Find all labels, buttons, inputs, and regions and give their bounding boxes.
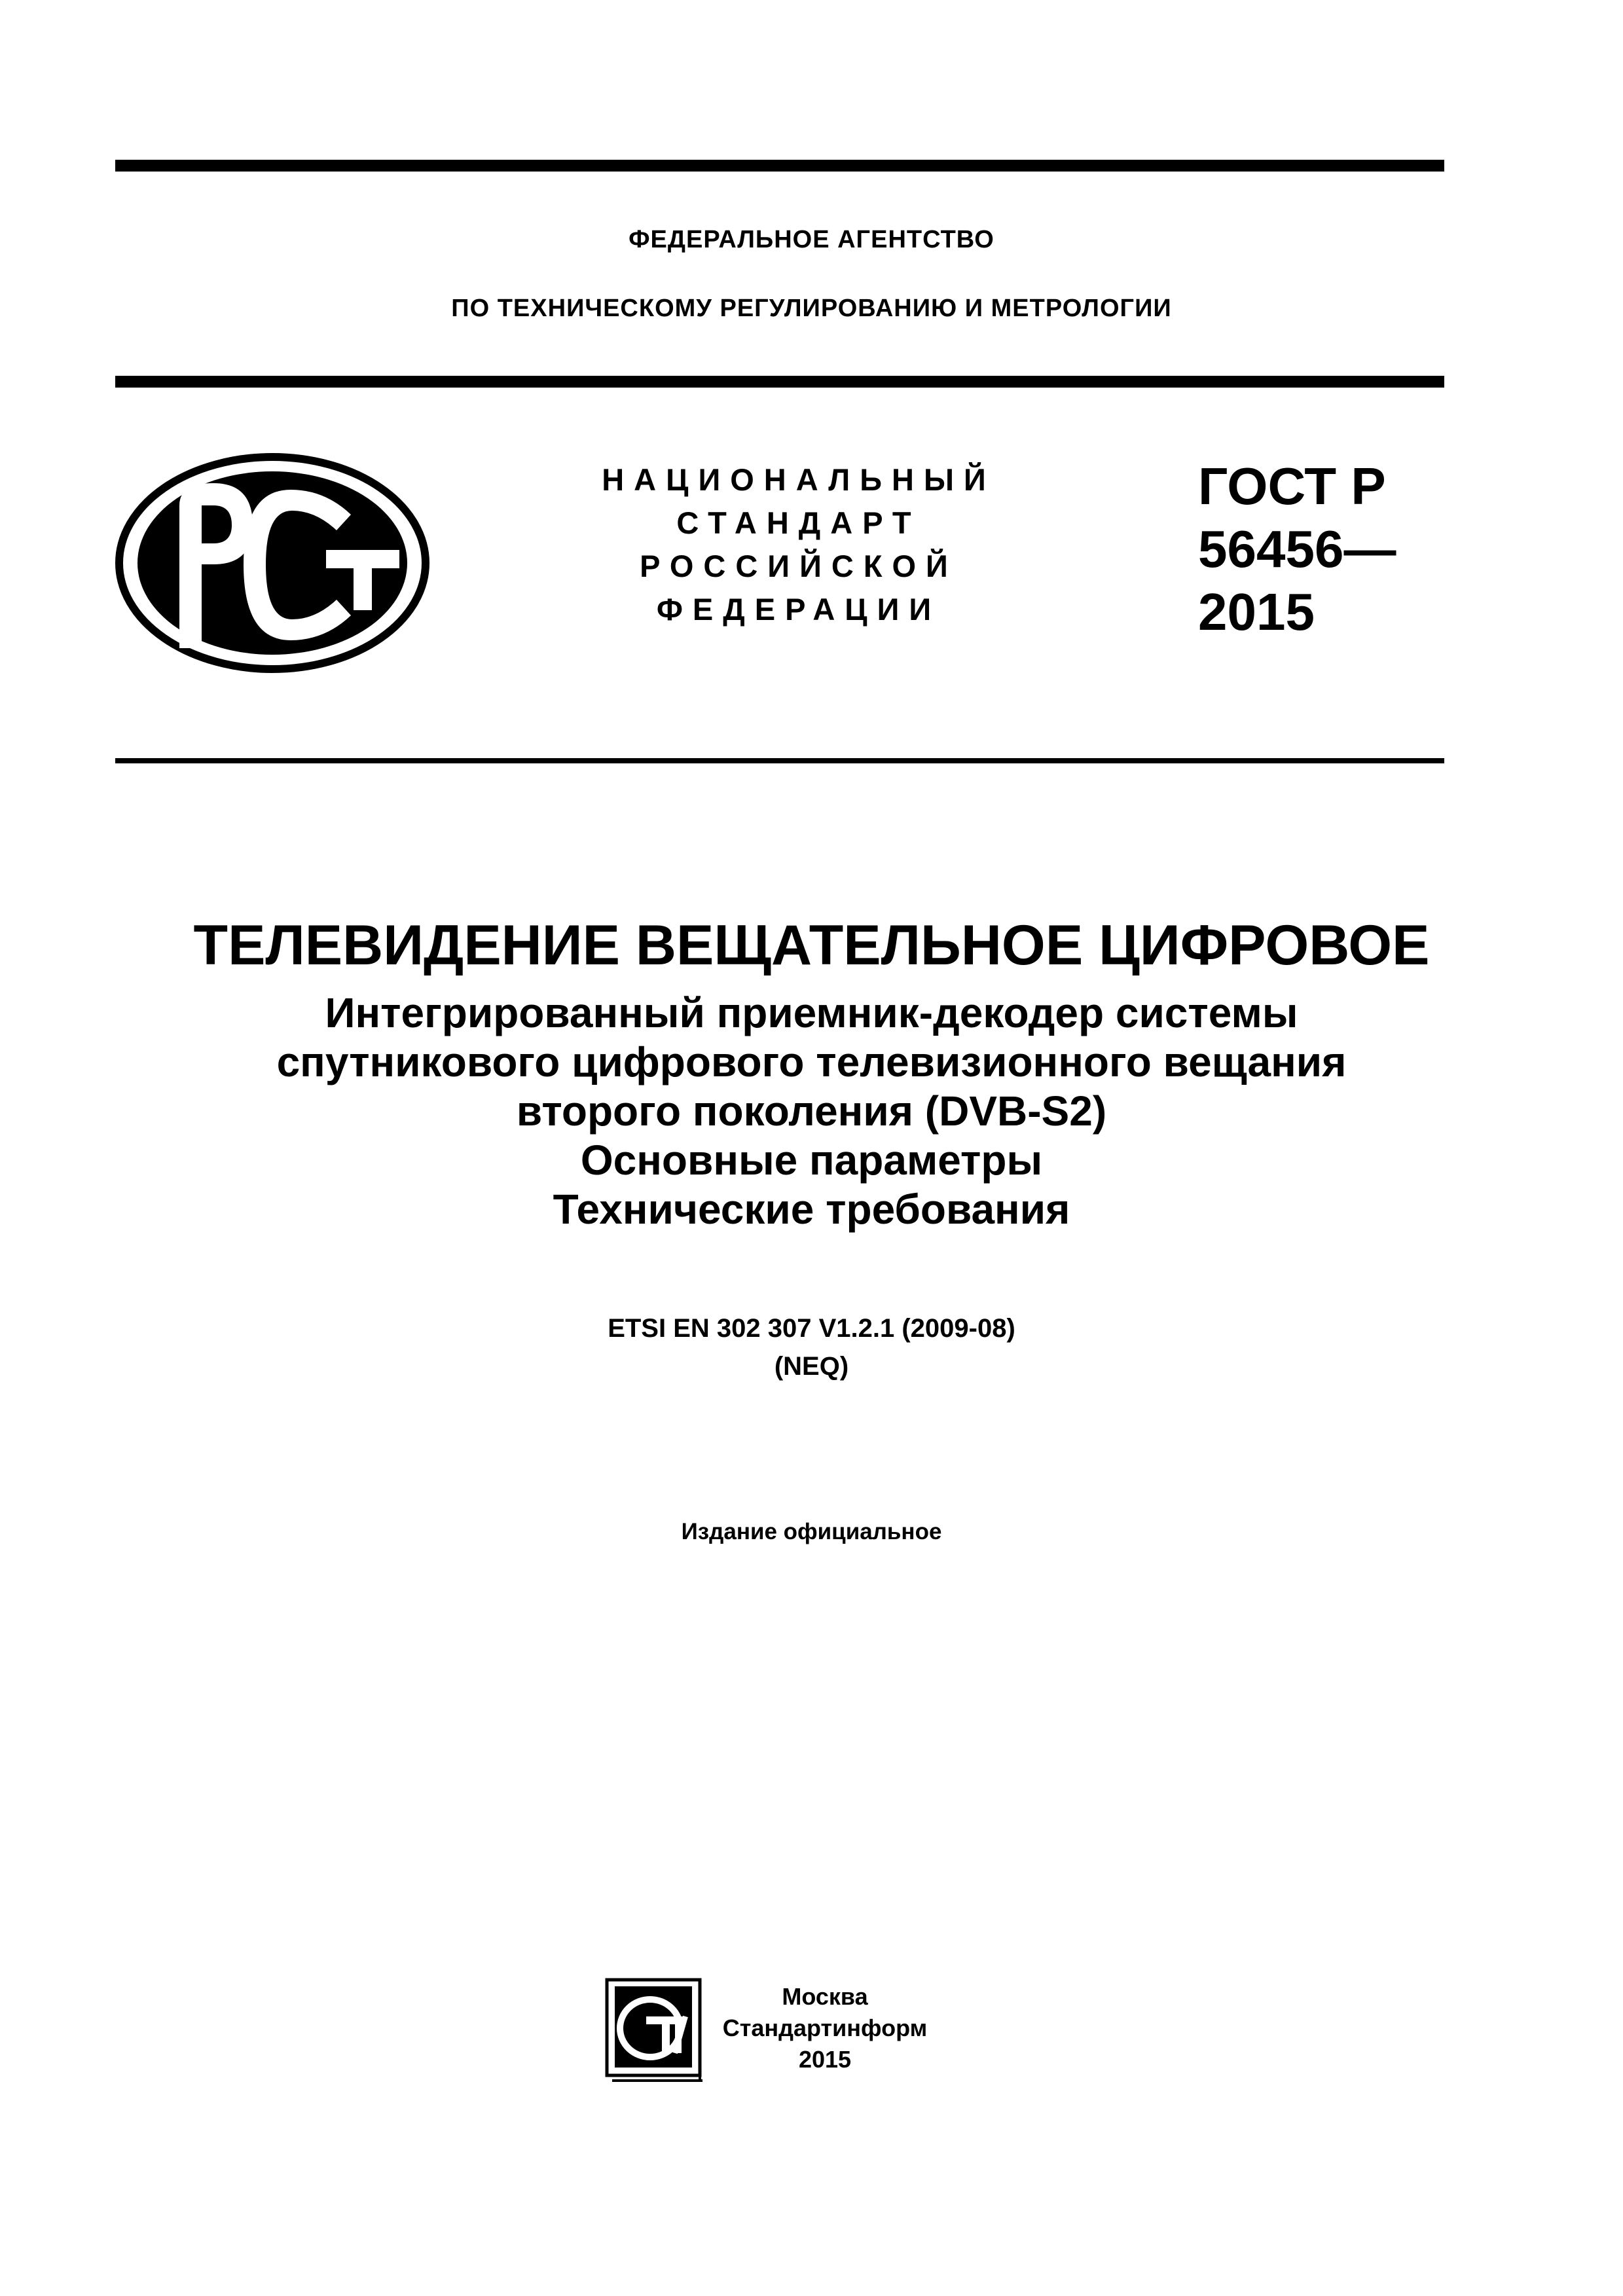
subtitle-line-2: спутникового цифрового телевизионного вещания	[276, 1038, 1347, 1085]
national-standard-line-4: ФЕДЕРАЦИИ	[656, 592, 941, 627]
publisher-city: Москва	[782, 1983, 868, 2010]
top-rule	[115, 160, 1444, 172]
standartinform-logo-icon	[604, 1977, 702, 2083]
designation-line-1: ГОСТ Р	[1198, 457, 1386, 515]
reference-standard	[0, 1309, 1623, 1385]
publisher-imprint	[720, 1981, 930, 2075]
publisher-name: Стандартинформ	[722, 2014, 928, 2041]
reference-equivalence: (NEQ)	[774, 1352, 849, 1381]
national-standard-line-3: РОССИЙСКОЙ	[640, 549, 958, 583]
publisher-year: 2015	[798, 2046, 852, 2073]
agency-line-1: ФЕДЕРАЛЬНОЕ АГЕНТСТВО	[629, 226, 994, 253]
national-standard-line-1: НАЦИОНАЛЬНЫЙ	[602, 462, 996, 497]
designation-line-3: 2015	[1198, 583, 1315, 641]
designation-line-2: 56456—	[1198, 520, 1396, 578]
subtitle-line-5: Технические требования	[553, 1186, 1070, 1233]
document-title: ТЕЛЕВИДЕНИЕ ВЕЩАТЕЛЬНОЕ ЦИФРОВОЕ	[193, 914, 1430, 977]
agency-line-2: ПО ТЕХНИЧЕСКОМУ РЕГУЛИРОВАНИЮ И МЕТРОЛОГИИ	[451, 295, 1172, 322]
title-separator-rule	[115, 758, 1444, 763]
national-standard-label	[570, 458, 1028, 631]
subtitle-line-1: Интегрированный приемник-декодер системы	[325, 989, 1298, 1036]
document-subtitle	[0, 989, 1623, 1234]
national-standard-line-2: СТАНДАРТ	[676, 505, 921, 540]
reference-standard-id: ETSI EN 302 307 V1.2.1 (2009-08)	[608, 1314, 1015, 1343]
subtitle-line-3: второго поколения (DVB-S2)	[516, 1087, 1107, 1135]
header-rule	[115, 376, 1444, 388]
subtitle-line-4: Основные параметры	[580, 1137, 1043, 1184]
standard-designation	[1198, 455, 1460, 644]
edition-label: Издание официальное	[681, 1519, 942, 1544]
gost-r-logo-icon	[115, 452, 429, 674]
